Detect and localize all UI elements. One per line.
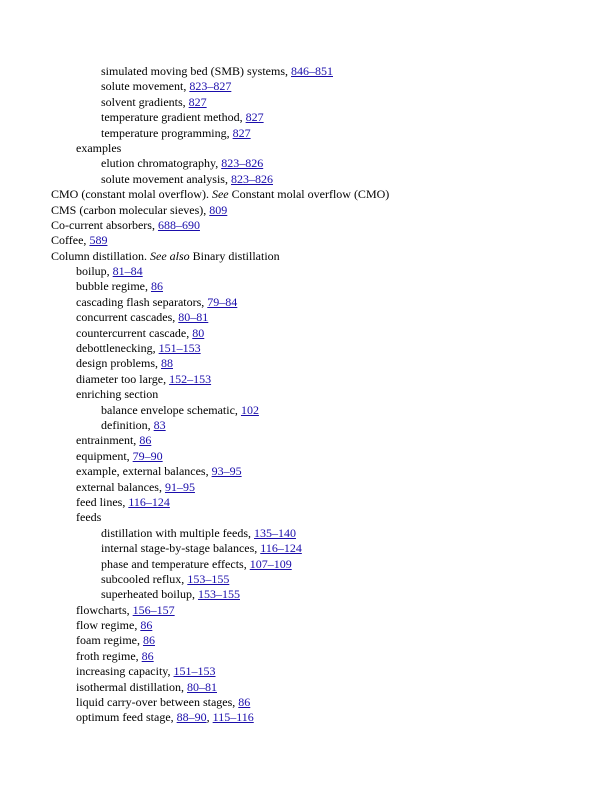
index-term: liquid carry-over between stages, (76, 695, 239, 710)
page-reference-link[interactable]: 153–155 (197, 587, 240, 602)
index-entry (0, 495, 614, 510)
index-term: subcooled reflux, (101, 571, 188, 586)
index-term: elution chromatography, (101, 156, 222, 171)
index-term: superheated boilup, (101, 587, 198, 602)
index-entry (0, 341, 614, 356)
index-entry (0, 680, 614, 695)
index-entry (0, 510, 614, 525)
index-entry (0, 557, 614, 572)
index-entry (0, 126, 614, 141)
index-entry (0, 618, 614, 633)
index-term: increasing capacity, (76, 664, 174, 679)
page-reference-link[interactable]: 116–124 (260, 541, 302, 556)
page-reference-link[interactable]: 153–155 (187, 571, 230, 586)
index-entry (0, 587, 614, 602)
index-entry (0, 249, 614, 264)
index-entry (0, 326, 614, 341)
index-entry (0, 64, 614, 79)
page-reference-link[interactable]: 823–826 (230, 171, 273, 186)
index-term: solute movement, (101, 79, 190, 94)
index-term: feeds (76, 510, 102, 525)
index-term: flow regime, (76, 618, 141, 633)
page-reference-link[interactable]: 81–84 (112, 264, 143, 279)
index-term: CMS (carbon molecular sieves), (51, 202, 210, 217)
index-term: boilup, (76, 264, 113, 279)
index-entry (0, 449, 614, 464)
index-term: entrainment, (76, 433, 140, 448)
index-term: feed lines, (76, 494, 129, 509)
page-reference-link[interactable]: 79–84 (207, 294, 238, 309)
index-entry (0, 218, 614, 233)
page-reference-link[interactable]: 80–81 (178, 310, 209, 325)
index-term: optimum feed stage, (76, 710, 177, 725)
page-reference-link[interactable]: 823–826 (221, 156, 264, 171)
index-term: concurrent cascades, (76, 310, 179, 325)
page-reference-link[interactable]: 91–95 (164, 479, 195, 494)
index-term: simulated moving bed (SMB) systems, (101, 64, 291, 78)
index-term: solvent gradients, (101, 94, 189, 109)
index-term: enriching section (76, 387, 159, 402)
index-entry (0, 95, 614, 110)
index-entry (0, 418, 614, 433)
page-reference-link[interactable]: 823–827 (189, 79, 232, 94)
index-entry (0, 310, 614, 325)
index-entries (0, 64, 614, 726)
index-entry (0, 264, 614, 279)
index-term: phase and temperature effects, (101, 556, 250, 571)
index-entry (0, 403, 614, 418)
see-reference-target: Binary distillation (189, 248, 280, 263)
index-entry (0, 433, 614, 448)
index-term: temperature programming, (101, 125, 233, 140)
page-reference-link[interactable]: 86 (141, 648, 154, 663)
index-entry (0, 572, 614, 587)
page-reference-link[interactable]: 115–116 (212, 710, 254, 725)
index-entry (0, 172, 614, 187)
index-entry (0, 710, 614, 725)
index-term: debottlenecking, (76, 341, 159, 356)
index-term: CMO (constant molal overflow). (51, 187, 212, 202)
index-term: foam regime, (76, 633, 143, 648)
index-term: countercurrent cascade, (76, 325, 193, 340)
index-term: design problems, (76, 356, 161, 371)
index-term: internal stage-by-stage balances, (101, 541, 261, 556)
index-term: definition, (101, 417, 154, 432)
index-term: distillation with multiple feeds, (101, 525, 254, 540)
index-term: Co-current absorbers, (51, 217, 158, 232)
index-entry (0, 110, 614, 125)
index-entry (0, 387, 614, 402)
index-entry (0, 141, 614, 156)
page-reference-link[interactable]: 846–851 (291, 64, 333, 78)
index-entry (0, 372, 614, 387)
see-reference-target: Constant molal overflow (CMO) (228, 187, 390, 202)
index-term: examples (76, 140, 122, 155)
index-term: equipment, (76, 448, 133, 463)
index-term: flowcharts, (76, 602, 133, 617)
index-term: Column distillation. (51, 248, 151, 263)
index-entry (0, 480, 614, 495)
page-reference-link[interactable]: 827 (188, 94, 207, 109)
page-reference-link[interactable]: 589 (89, 233, 108, 248)
index-entry (0, 187, 614, 202)
index-term: froth regime, (76, 648, 142, 663)
index-term: Coffee, (51, 233, 90, 248)
page-reference-link[interactable]: 93–95 (211, 464, 242, 479)
page-reference-link[interactable]: 156–157 (132, 602, 175, 617)
page-reference-link[interactable]: 827 (245, 110, 264, 125)
index-entry (0, 603, 614, 618)
index-entry (0, 79, 614, 94)
index-term: example, external balances, (76, 464, 212, 479)
page-reference-link[interactable]: 827 (232, 125, 251, 140)
page-reference-link[interactable]: 80–81 (187, 679, 217, 694)
index-term: external balances, (76, 479, 165, 494)
page-reference-link[interactable]: 135–140 (253, 525, 296, 540)
index-entry (0, 526, 614, 541)
index-term: temperature gradient method, (101, 110, 246, 125)
index-term: cascading flash separators, (76, 294, 208, 309)
see-reference-word: See also (150, 248, 190, 263)
page-reference-link[interactable]: 86 (150, 279, 163, 294)
index-term: diameter too large, (76, 371, 170, 386)
page-reference-link[interactable]: 86 (140, 618, 153, 633)
page-reference-link[interactable]: 79–90 (132, 448, 163, 463)
page-reference-link[interactable]: 86 (142, 633, 155, 648)
index-entry (0, 649, 614, 664)
index-entry (0, 279, 614, 294)
index-entry (0, 664, 614, 679)
ref-separator: , (206, 710, 213, 725)
index-entry (0, 695, 614, 710)
page-reference-link[interactable]: 107–109 (249, 556, 292, 571)
page-reference-link[interactable]: 116–124 (128, 494, 170, 509)
index-entry (0, 633, 614, 648)
page-reference-link[interactable]: 102 (240, 402, 259, 417)
index-entry (0, 541, 614, 556)
index-term: balance envelope schematic, (101, 402, 241, 417)
page-reference-link[interactable]: 80 (192, 325, 205, 340)
index-entry (0, 356, 614, 371)
page-reference-link[interactable]: 86 (238, 695, 251, 710)
page-reference-link[interactable]: 152–153 (169, 371, 212, 386)
page-reference-link[interactable]: 151–153 (158, 341, 201, 356)
index-entry (0, 233, 614, 248)
page-reference-link[interactable]: 88 (161, 356, 173, 371)
page-reference-link[interactable]: 88–90 (176, 710, 207, 725)
page-reference-link[interactable]: 86 (139, 433, 152, 448)
see-reference-word: See (211, 187, 229, 202)
index-entry (0, 295, 614, 310)
page-reference-link[interactable]: 809 (209, 202, 228, 217)
index-entry (0, 156, 614, 171)
index-entry (0, 203, 614, 218)
page-reference-link[interactable]: 688–690 (157, 217, 200, 232)
page-reference-link[interactable]: 83 (153, 417, 166, 432)
index-term: solute movement analysis, (101, 171, 231, 186)
page-reference-link[interactable]: 151–153 (173, 664, 216, 679)
index-term: isothermal distillation, (76, 679, 187, 694)
index-term: bubble regime, (76, 279, 151, 294)
index-entry (0, 464, 614, 479)
